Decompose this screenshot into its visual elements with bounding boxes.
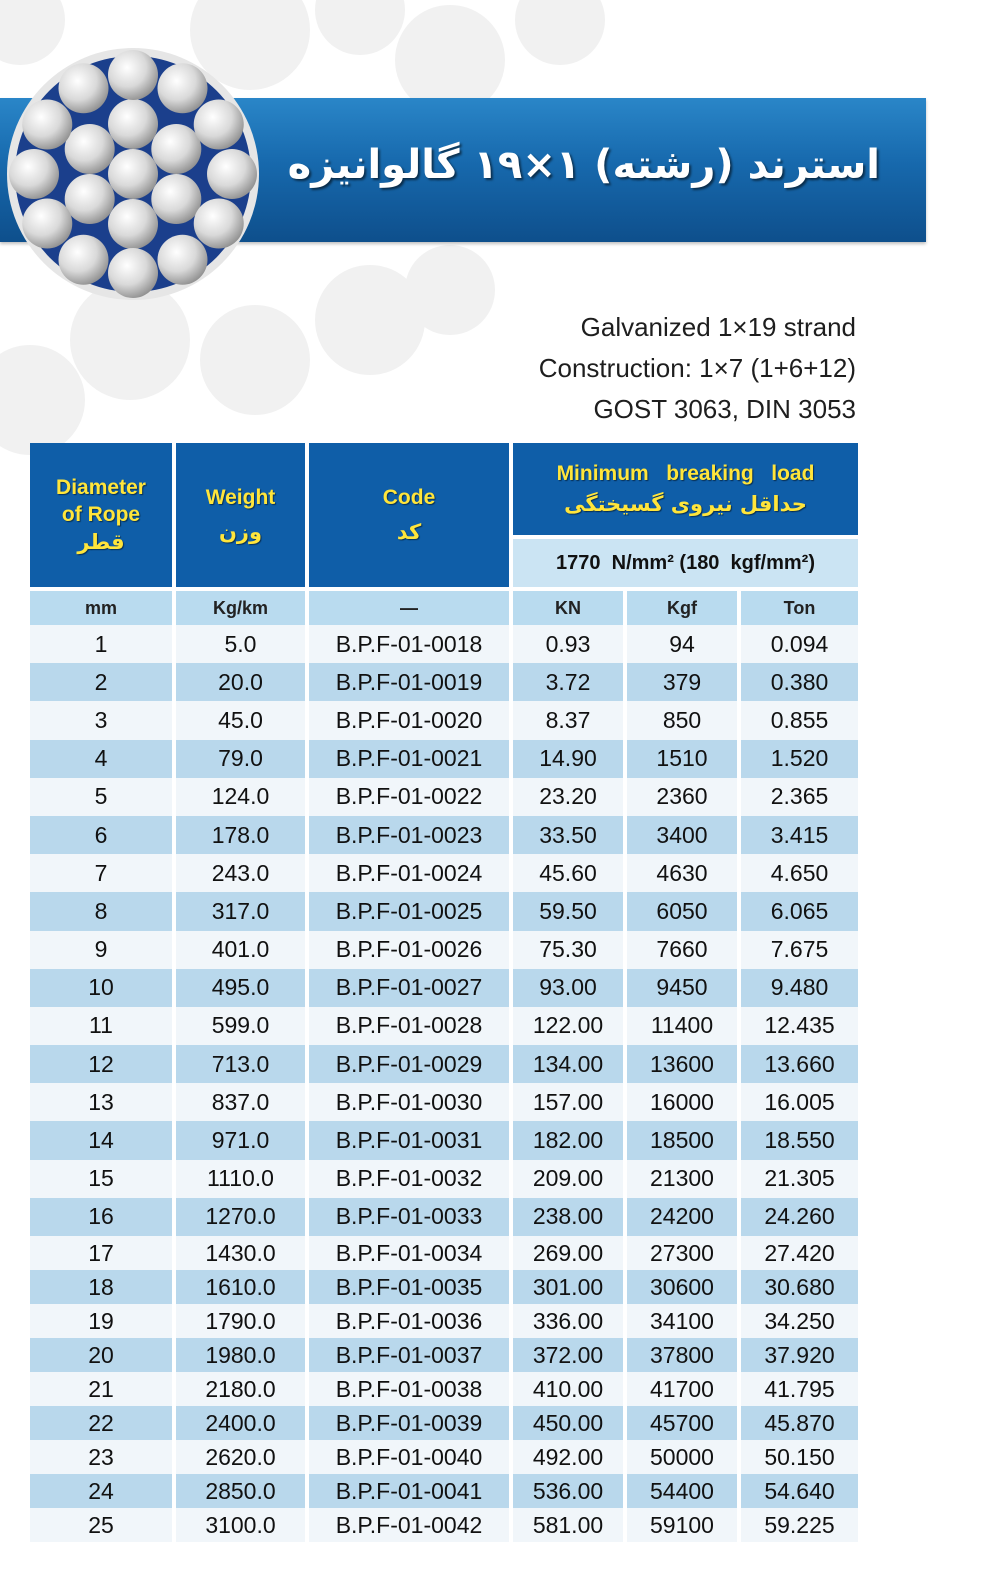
cell-kn: 8.37 bbox=[513, 701, 623, 739]
cell-code: B.P.F-01-0040 bbox=[309, 1440, 509, 1474]
cell-ton: 6.065 bbox=[741, 892, 858, 930]
cell-kgf: 41700 bbox=[627, 1372, 737, 1406]
cell-diameter: 20 bbox=[30, 1338, 172, 1372]
page-title: استرند (رشته) ۱×۱۹ گالوانیزه bbox=[287, 142, 880, 188]
cell-diameter: 6 bbox=[30, 816, 172, 854]
table-row bbox=[30, 1270, 858, 1304]
cell-kn: 536.00 bbox=[513, 1474, 623, 1508]
cell-kgf: 21300 bbox=[627, 1160, 737, 1198]
cell-weight: 599.0 bbox=[176, 1007, 305, 1045]
cell-ton: 16.005 bbox=[741, 1083, 858, 1121]
wire-icon bbox=[65, 174, 115, 224]
cell-weight: 1270.0 bbox=[176, 1198, 305, 1236]
wire-icon bbox=[194, 100, 244, 150]
table-row bbox=[30, 892, 858, 930]
cell-code: B.P.F-01-0034 bbox=[309, 1236, 509, 1270]
cell-kn: 14.90 bbox=[513, 740, 623, 778]
cell-weight: 20.0 bbox=[176, 663, 305, 701]
cell-kgf: 3400 bbox=[627, 816, 737, 854]
table-row bbox=[30, 1338, 858, 1372]
cell-code: B.P.F-01-0031 bbox=[309, 1121, 509, 1159]
cell-diameter: 23 bbox=[30, 1440, 172, 1474]
cell-diameter: 15 bbox=[30, 1160, 172, 1198]
cell-weight: 1110.0 bbox=[176, 1160, 305, 1198]
cell-code: B.P.F-01-0021 bbox=[309, 740, 509, 778]
cell-weight: 1980.0 bbox=[176, 1338, 305, 1372]
table-row bbox=[30, 701, 858, 739]
cell-kgf: 16000 bbox=[627, 1083, 737, 1121]
cell-kgf: 30600 bbox=[627, 1270, 737, 1304]
cell-kgf: 34100 bbox=[627, 1304, 737, 1338]
unit-kgf: Kgf bbox=[627, 587, 737, 625]
wire-icon bbox=[108, 248, 158, 298]
table-row bbox=[30, 1083, 858, 1121]
wire-icon bbox=[108, 99, 158, 149]
cell-diameter: 13 bbox=[30, 1083, 172, 1121]
cell-diameter: 7 bbox=[30, 854, 172, 892]
wire-icon bbox=[108, 50, 158, 100]
cell-diameter: 3 bbox=[30, 701, 172, 739]
header-mbl-label-fa: حداقل نیروی گسیختگی bbox=[564, 492, 807, 516]
cell-ton: 4.650 bbox=[741, 854, 858, 892]
wire-icon bbox=[65, 124, 115, 174]
cell-weight: 124.0 bbox=[176, 778, 305, 816]
cell-ton: 27.420 bbox=[741, 1236, 858, 1270]
table-row bbox=[30, 1440, 858, 1474]
cell-kgf: 7660 bbox=[627, 931, 737, 969]
cell-kn: 182.00 bbox=[513, 1121, 623, 1159]
cell-kn: 93.00 bbox=[513, 969, 623, 1007]
cell-kn: 45.60 bbox=[513, 854, 623, 892]
cell-kn: 157.00 bbox=[513, 1083, 623, 1121]
cell-weight: 1430.0 bbox=[176, 1236, 305, 1270]
header-weight bbox=[176, 443, 305, 587]
header-diameter-label-1: Diameter bbox=[56, 476, 146, 500]
cell-ton: 1.520 bbox=[741, 740, 858, 778]
cell-kgf: 9450 bbox=[627, 969, 737, 1007]
cell-diameter: 19 bbox=[30, 1304, 172, 1338]
cell-kgf: 59100 bbox=[627, 1508, 737, 1542]
table-row bbox=[30, 1160, 858, 1198]
cell-kn: 336.00 bbox=[513, 1304, 623, 1338]
cell-kn: 269.00 bbox=[513, 1236, 623, 1270]
cell-diameter: 14 bbox=[30, 1121, 172, 1159]
cell-diameter: 17 bbox=[30, 1236, 172, 1270]
cell-ton: 37.920 bbox=[741, 1338, 858, 1372]
cell-diameter: 1 bbox=[30, 625, 172, 663]
wire-icon bbox=[59, 235, 109, 285]
table-row bbox=[30, 1372, 858, 1406]
wire-icon bbox=[158, 235, 208, 285]
cell-weight: 401.0 bbox=[176, 931, 305, 969]
cell-kn: 75.30 bbox=[513, 931, 623, 969]
cell-kn: 372.00 bbox=[513, 1338, 623, 1372]
table-row bbox=[30, 1121, 858, 1159]
cell-ton: 34.250 bbox=[741, 1304, 858, 1338]
strand-cross-section-icon bbox=[0, 44, 280, 314]
header-diameter-label-fa: قطر bbox=[77, 529, 125, 554]
table-row bbox=[30, 1406, 858, 1440]
cell-ton: 13.660 bbox=[741, 1045, 858, 1083]
cell-ton: 0.094 bbox=[741, 625, 858, 663]
cell-diameter: 8 bbox=[30, 892, 172, 930]
cell-kgf: 379 bbox=[627, 663, 737, 701]
standards-spec: GOST 3063, DIN 3053 bbox=[593, 394, 856, 424]
cell-kn: 33.50 bbox=[513, 816, 623, 854]
cell-diameter: 22 bbox=[30, 1406, 172, 1440]
cell-weight: 45.0 bbox=[176, 701, 305, 739]
unit-kn: KN bbox=[513, 587, 623, 625]
header-mbl-grade: 1770 N/mm² (180 kgf/mm²) bbox=[513, 539, 858, 587]
table-row bbox=[30, 1198, 858, 1236]
cell-ton: 54.640 bbox=[741, 1474, 858, 1508]
cell-diameter: 16 bbox=[30, 1198, 172, 1236]
cell-code: B.P.F-01-0028 bbox=[309, 1007, 509, 1045]
cell-code: B.P.F-01-0030 bbox=[309, 1083, 509, 1121]
wire-icon bbox=[151, 174, 201, 224]
table-row bbox=[30, 1474, 858, 1508]
cell-weight: 1610.0 bbox=[176, 1270, 305, 1304]
cell-weight: 3100.0 bbox=[176, 1508, 305, 1542]
table-row bbox=[30, 1045, 858, 1083]
cell-diameter: 25 bbox=[30, 1508, 172, 1542]
cell-code: B.P.F-01-0038 bbox=[309, 1372, 509, 1406]
cell-ton: 21.305 bbox=[741, 1160, 858, 1198]
cell-diameter: 4 bbox=[30, 740, 172, 778]
strand-spec-table bbox=[30, 443, 856, 1542]
header-weight-label-fa: وزن bbox=[218, 520, 263, 544]
wire-icon bbox=[22, 100, 72, 150]
cell-diameter: 5 bbox=[30, 778, 172, 816]
wire-icon bbox=[158, 63, 208, 113]
table-row bbox=[30, 816, 858, 854]
cell-ton: 30.680 bbox=[741, 1270, 858, 1304]
cell-kn: 410.00 bbox=[513, 1372, 623, 1406]
cell-code: B.P.F-01-0039 bbox=[309, 1406, 509, 1440]
cell-code: B.P.F-01-0024 bbox=[309, 854, 509, 892]
cell-code: B.P.F-01-0022 bbox=[309, 778, 509, 816]
table-row bbox=[30, 969, 858, 1007]
cell-diameter: 24 bbox=[30, 1474, 172, 1508]
cell-kn: 238.00 bbox=[513, 1198, 623, 1236]
cell-kn: 301.00 bbox=[513, 1270, 623, 1304]
cell-kn: 134.00 bbox=[513, 1045, 623, 1083]
cell-ton: 0.855 bbox=[741, 701, 858, 739]
header-weight-label: Weight bbox=[205, 485, 276, 509]
cell-kn: 581.00 bbox=[513, 1508, 623, 1542]
cell-kn: 492.00 bbox=[513, 1440, 623, 1474]
header-diameter-label-2: of Rope bbox=[61, 503, 141, 527]
table-body bbox=[30, 625, 858, 1542]
cell-ton: 18.550 bbox=[741, 1121, 858, 1159]
header-diameter bbox=[30, 443, 172, 587]
cell-kgf: 37800 bbox=[627, 1338, 737, 1372]
table-row bbox=[30, 1236, 858, 1270]
table-row bbox=[30, 1304, 858, 1338]
cell-kn: 0.93 bbox=[513, 625, 623, 663]
cell-kgf: 11400 bbox=[627, 1007, 737, 1045]
cell-diameter: 2 bbox=[30, 663, 172, 701]
cell-ton: 3.415 bbox=[741, 816, 858, 854]
table-row bbox=[30, 740, 858, 778]
header-code-label-fa: کد bbox=[396, 520, 422, 544]
cell-ton: 0.380 bbox=[741, 663, 858, 701]
cell-ton: 59.225 bbox=[741, 1508, 858, 1542]
cell-code: B.P.F-01-0041 bbox=[309, 1474, 509, 1508]
unit-ton: Ton bbox=[741, 587, 858, 625]
cell-kgf: 54400 bbox=[627, 1474, 737, 1508]
cell-weight: 971.0 bbox=[176, 1121, 305, 1159]
cell-code: B.P.F-01-0036 bbox=[309, 1304, 509, 1338]
table-row bbox=[30, 1007, 858, 1045]
cell-code: B.P.F-01-0020 bbox=[309, 701, 509, 739]
cell-diameter: 18 bbox=[30, 1270, 172, 1304]
construction-spec: Construction: 1×7 (1+6+12) bbox=[538, 353, 856, 383]
unit-kg-km: Kg/km bbox=[176, 587, 305, 625]
cell-code: B.P.F-01-0018 bbox=[309, 625, 509, 663]
cell-weight: 495.0 bbox=[176, 969, 305, 1007]
cell-kgf: 45700 bbox=[627, 1406, 737, 1440]
cell-ton: 50.150 bbox=[741, 1440, 858, 1474]
cell-code: B.P.F-01-0029 bbox=[309, 1045, 509, 1083]
cell-weight: 2850.0 bbox=[176, 1474, 305, 1508]
cell-weight: 317.0 bbox=[176, 892, 305, 930]
cell-kn: 3.72 bbox=[513, 663, 623, 701]
unit-mm: mm bbox=[30, 587, 172, 625]
header-code-label: Code bbox=[382, 485, 436, 509]
cell-kn: 450.00 bbox=[513, 1406, 623, 1440]
cell-kgf: 2360 bbox=[627, 778, 737, 816]
cell-ton: 2.365 bbox=[741, 778, 858, 816]
cell-kgf: 850 bbox=[627, 701, 737, 739]
cell-diameter: 10 bbox=[30, 969, 172, 1007]
cell-kgf: 24200 bbox=[627, 1198, 737, 1236]
wire-icon bbox=[194, 199, 244, 249]
table-row bbox=[30, 625, 858, 663]
cell-code: B.P.F-01-0019 bbox=[309, 663, 509, 701]
cell-kgf: 50000 bbox=[627, 1440, 737, 1474]
cell-ton: 45.870 bbox=[741, 1406, 858, 1440]
cell-ton: 41.795 bbox=[741, 1372, 858, 1406]
cell-code: B.P.F-01-0023 bbox=[309, 816, 509, 854]
wire-icon bbox=[59, 63, 109, 113]
header-code bbox=[309, 443, 509, 587]
cell-code: B.P.F-01-0026 bbox=[309, 931, 509, 969]
cell-kgf: 94 bbox=[627, 625, 737, 663]
cell-weight: 79.0 bbox=[176, 740, 305, 778]
cell-kn: 122.00 bbox=[513, 1007, 623, 1045]
cell-ton: 24.260 bbox=[741, 1198, 858, 1236]
cell-code: B.P.F-01-0037 bbox=[309, 1338, 509, 1372]
cell-code: B.P.F-01-0035 bbox=[309, 1270, 509, 1304]
cell-kgf: 13600 bbox=[627, 1045, 737, 1083]
strand-name: Galvanized 1×19 strand bbox=[580, 312, 856, 342]
cell-kgf: 4630 bbox=[627, 854, 737, 892]
cell-kgf: 6050 bbox=[627, 892, 737, 930]
cell-weight: 2180.0 bbox=[176, 1372, 305, 1406]
table-row bbox=[30, 931, 858, 969]
wire-icon bbox=[108, 149, 158, 199]
cell-weight: 1790.0 bbox=[176, 1304, 305, 1338]
table-row bbox=[30, 663, 858, 701]
cell-weight: 2620.0 bbox=[176, 1440, 305, 1474]
cell-weight: 243.0 bbox=[176, 854, 305, 892]
cell-ton: 7.675 bbox=[741, 931, 858, 969]
table-row bbox=[30, 778, 858, 816]
wire-icon bbox=[9, 149, 59, 199]
cell-diameter: 9 bbox=[30, 931, 172, 969]
cell-ton: 9.480 bbox=[741, 969, 858, 1007]
wire-icon bbox=[22, 199, 72, 249]
wire-icon bbox=[108, 199, 158, 249]
table-row bbox=[30, 854, 858, 892]
cell-kgf: 1510 bbox=[627, 740, 737, 778]
cell-kgf: 18500 bbox=[627, 1121, 737, 1159]
cell-kn: 59.50 bbox=[513, 892, 623, 930]
cell-code: B.P.F-01-0025 bbox=[309, 892, 509, 930]
cell-code: B.P.F-01-0033 bbox=[309, 1198, 509, 1236]
cell-ton: 12.435 bbox=[741, 1007, 858, 1045]
cell-kn: 23.20 bbox=[513, 778, 623, 816]
table-row bbox=[30, 1508, 858, 1542]
header-min-breaking-load bbox=[513, 443, 858, 587]
wire-icon bbox=[207, 149, 257, 199]
cell-code: B.P.F-01-0027 bbox=[309, 969, 509, 1007]
cell-kn: 209.00 bbox=[513, 1160, 623, 1198]
cell-weight: 5.0 bbox=[176, 625, 305, 663]
cell-weight: 2400.0 bbox=[176, 1406, 305, 1440]
cell-code: B.P.F-01-0032 bbox=[309, 1160, 509, 1198]
cell-weight: 837.0 bbox=[176, 1083, 305, 1121]
cell-kgf: 27300 bbox=[627, 1236, 737, 1270]
unit-code: — bbox=[309, 587, 509, 625]
cell-weight: 178.0 bbox=[176, 816, 305, 854]
header-mbl-label: Minimum breaking load bbox=[556, 461, 815, 485]
wire-icon bbox=[151, 124, 201, 174]
cell-diameter: 11 bbox=[30, 1007, 172, 1045]
cell-diameter: 21 bbox=[30, 1372, 172, 1406]
cell-diameter: 12 bbox=[30, 1045, 172, 1083]
cell-weight: 713.0 bbox=[176, 1045, 305, 1083]
cell-code: B.P.F-01-0042 bbox=[309, 1508, 509, 1542]
